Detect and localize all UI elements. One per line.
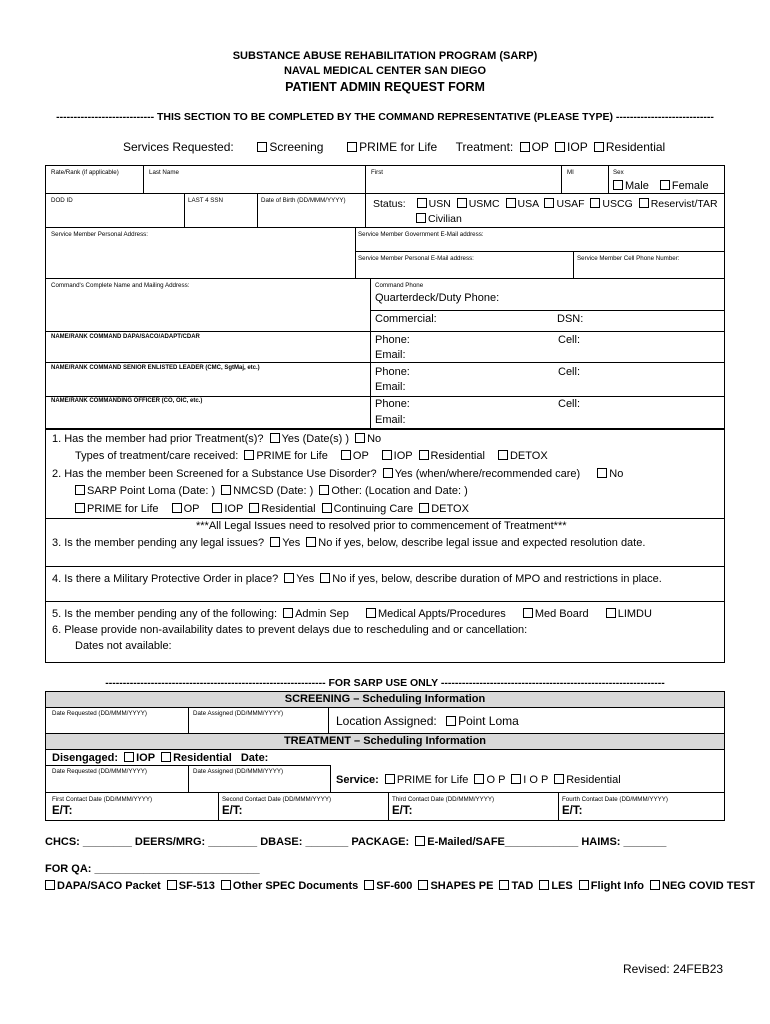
op-checkbox[interactable] bbox=[520, 142, 530, 152]
q5-text: 5. Is the member pending any of the following: bbox=[52, 608, 278, 620]
civilian-checkbox[interactable] bbox=[416, 213, 426, 223]
status-row bbox=[373, 198, 718, 210]
other-checkbox[interactable] bbox=[319, 485, 329, 495]
legal-note: ***All Legal Issues need to resolved prior to commencement of Treatment*** bbox=[196, 520, 567, 532]
q1-yes-checkbox[interactable] bbox=[270, 433, 280, 443]
sarp-pl-checkbox[interactable] bbox=[75, 485, 85, 495]
co-label: NAME/RANK COMMANDING OFFICER (CO, OIC, etc.) bbox=[51, 398, 203, 404]
admin-sep-label: Admin Sep bbox=[295, 608, 349, 620]
senior-phone-label: Phone: bbox=[375, 366, 410, 378]
question-2-care bbox=[72, 503, 469, 515]
op-label: OP bbox=[531, 140, 549, 154]
admin-sep-checkbox[interactable] bbox=[283, 608, 293, 618]
q2-continuing-label: Continuing Care bbox=[333, 503, 414, 515]
dsn-label: DSN: bbox=[557, 313, 584, 325]
question-1-types bbox=[75, 450, 548, 462]
other-spec-label: Other SPEC Documents bbox=[232, 880, 359, 892]
screening-date-assigned-label: Date Assigned (DD/MMM/YYYY) bbox=[193, 710, 284, 717]
female-label: Female bbox=[671, 180, 709, 192]
les-label: LES bbox=[551, 880, 573, 892]
question-3 bbox=[52, 537, 645, 549]
q2-no-label: No bbox=[609, 468, 624, 480]
q4-text: 4. Is there a Military Protective Order in place? bbox=[52, 573, 279, 585]
first-contact-label: First Contact Date (DD/MMM/YYYY) bbox=[52, 796, 153, 803]
reservist-checkbox[interactable] bbox=[639, 198, 649, 208]
personal-email-label: Service Member Personal E-Mail address: bbox=[358, 255, 474, 262]
service-prime-label: PRIME for Life bbox=[396, 774, 469, 786]
first-et-label: E/T: bbox=[52, 805, 73, 817]
dapa-cell-label: Cell: bbox=[558, 334, 581, 346]
other-spec-checkbox[interactable] bbox=[221, 880, 231, 890]
sf600-label: SF-600 bbox=[376, 880, 413, 892]
shapes-label: SHAPES PE bbox=[430, 880, 494, 892]
chcs-line: CHCS: ________ DEERS/MRG: ________ DBASE: _______ PACKAGE: bbox=[45, 836, 410, 848]
chcs-row bbox=[45, 836, 666, 848]
prime-label: PRIME for Life bbox=[359, 140, 438, 154]
last4-label: LAST 4 SSN bbox=[188, 197, 223, 204]
q3-no-label: No if yes, below, describe legal issue and expected resolution date. bbox=[318, 537, 646, 549]
q1-no-checkbox[interactable] bbox=[355, 433, 365, 443]
question-5 bbox=[52, 608, 652, 620]
usmc-checkbox[interactable] bbox=[457, 198, 467, 208]
q1-text: 1. Has the member had prior Treatment(s)? bbox=[52, 433, 264, 445]
center-title: NAVAL MEDICAL CENTER SAN DIEGO bbox=[283, 65, 487, 77]
tad-checkbox[interactable] bbox=[499, 880, 509, 890]
dates-not-available: Dates not available: bbox=[75, 640, 172, 652]
q1-op-label: OP bbox=[352, 450, 369, 462]
first-name-label: First bbox=[371, 169, 384, 176]
treatment-header: TREATMENT – Scheduling Information bbox=[283, 735, 487, 747]
q1-prime-label: PRIME for Life bbox=[256, 450, 328, 462]
service-iop-label: I O P bbox=[523, 774, 549, 786]
address-label: Service Member Personal Address: bbox=[51, 231, 148, 238]
senior-cell-label: Cell: bbox=[558, 366, 581, 378]
second-contact-label: Second Contact Date (DD/MMM/YYYY) bbox=[222, 796, 332, 803]
flight-info-label: Flight Info bbox=[590, 880, 644, 892]
service-residential-checkbox[interactable] bbox=[554, 774, 564, 784]
q2-op-label: OP bbox=[183, 503, 200, 515]
q2-yes-checkbox[interactable] bbox=[383, 468, 393, 478]
senior-label: NAME/RANK COMMAND SENIOR ENLISTED LEADER (CMC, SgtMaj, etc.) bbox=[51, 365, 260, 371]
residential-checkbox[interactable] bbox=[594, 142, 604, 152]
reservist-label: Reservist/TAR bbox=[650, 198, 718, 210]
q4-no-label: No if yes, below, describe duration of MPO and restrictions in place. bbox=[332, 573, 662, 585]
command-section-divider: ---------------------------- THIS SECTION TO BE COMPLETED BY THE COMMAND REPRESENTATIVE (PLEASE TYPE) ---------------------------- bbox=[56, 111, 714, 123]
les-checkbox[interactable] bbox=[539, 880, 549, 890]
service-residential-label: Residential bbox=[566, 774, 621, 786]
question-1 bbox=[52, 433, 381, 445]
tad-label: TAD bbox=[511, 880, 534, 892]
sarp-use-divider: --------------------------------------------------------------- FOR SARP USE ONLY ---------------------------------------------------------------- bbox=[105, 677, 665, 689]
neg-covid-label: NEG COVID TEST bbox=[662, 880, 755, 892]
senior-email-label: Email: bbox=[375, 381, 406, 393]
dapa-phone-label: Phone: bbox=[375, 334, 410, 346]
med-board-checkbox[interactable] bbox=[523, 608, 533, 618]
emailed-label: E-Mailed/SAFE____________ HAIMS: _______ bbox=[427, 836, 667, 848]
command-address-label: Command's Complete Name and Mailing Address: bbox=[51, 282, 190, 289]
uscg-checkbox[interactable] bbox=[590, 198, 600, 208]
flight-info-checkbox[interactable] bbox=[579, 880, 589, 890]
q2-iop-checkbox[interactable] bbox=[212, 503, 222, 513]
usn-checkbox[interactable] bbox=[417, 198, 427, 208]
female-checkbox[interactable] bbox=[660, 180, 670, 190]
gov-email-label: Service Member Government E-Mail address: bbox=[358, 231, 484, 238]
command-phone-label: Command Phone bbox=[375, 282, 424, 289]
q2-detox-label: DETOX bbox=[431, 503, 469, 515]
q2-no-checkbox[interactable] bbox=[597, 468, 607, 478]
for-qa-label: FOR QA: ___________________________ bbox=[45, 863, 260, 875]
q4-yes-checkbox[interactable] bbox=[284, 573, 294, 583]
dapa-packet-checkbox[interactable] bbox=[45, 880, 55, 890]
q1-iop-checkbox[interactable] bbox=[382, 450, 392, 460]
service-prime-checkbox[interactable] bbox=[385, 774, 395, 784]
residential-label: Residential bbox=[605, 140, 666, 154]
q2-iop-label: IOP bbox=[224, 503, 244, 515]
dodid-label: DOD ID bbox=[51, 197, 73, 204]
sf600-checkbox[interactable] bbox=[364, 880, 374, 890]
usa-label: USA bbox=[517, 198, 539, 210]
service-iop-checkbox[interactable] bbox=[511, 774, 521, 784]
neg-covid-checkbox[interactable] bbox=[650, 880, 660, 890]
program-title: SUBSTANCE ABUSE REHABILITATION PROGRAM (SARP) bbox=[232, 50, 538, 62]
qa-checklist-row bbox=[42, 880, 755, 892]
disengaged-residential-checkbox[interactable] bbox=[161, 752, 171, 762]
co-phone-label: Phone: bbox=[375, 398, 410, 410]
point-loma-checkbox[interactable] bbox=[446, 716, 456, 726]
usn-label: USN bbox=[428, 198, 451, 210]
q3-text: 3. Is the member pending any legal issues? bbox=[52, 537, 265, 549]
services-requested-row bbox=[123, 140, 665, 154]
limdu-checkbox[interactable] bbox=[606, 608, 616, 618]
q2-residential-checkbox[interactable] bbox=[249, 503, 259, 513]
q2-continuing-checkbox[interactable] bbox=[322, 503, 332, 513]
service-label: Service: bbox=[336, 774, 379, 786]
nmcsd-label: NMCSD (Date: ) bbox=[233, 485, 314, 497]
nmcsd-checkbox[interactable] bbox=[221, 485, 231, 495]
usaf-checkbox[interactable] bbox=[544, 198, 554, 208]
civilian-label: Civilian bbox=[428, 213, 462, 225]
q2-yes-label: Yes (when/where/recommended care) bbox=[394, 468, 581, 480]
question-4 bbox=[52, 573, 662, 585]
q1-prime-checkbox[interactable] bbox=[244, 450, 254, 460]
disengaged-residential-label: Residential bbox=[173, 752, 232, 764]
form-title: PATIENT ADMIN REQUEST FORM bbox=[285, 80, 485, 94]
sex-label: Sex bbox=[613, 169, 624, 176]
dob-label: Date of Birth (DD/MMM/YYYY) bbox=[261, 197, 346, 204]
location-assigned-row bbox=[336, 714, 519, 728]
q3-yes-checkbox[interactable] bbox=[270, 537, 280, 547]
usaf-label: USAF bbox=[556, 198, 585, 210]
q2-prime-checkbox[interactable] bbox=[75, 503, 85, 513]
sf513-label: SF-513 bbox=[178, 880, 215, 892]
other-label: Other: (Location and Date: ) bbox=[331, 485, 468, 497]
question-2 bbox=[52, 468, 623, 480]
question-2-locations bbox=[72, 485, 468, 497]
q1-op-checkbox[interactable] bbox=[341, 450, 351, 460]
q1-types-text: Types of treatment/care received: bbox=[75, 450, 239, 462]
shapes-checkbox[interactable] bbox=[418, 880, 428, 890]
disengaged-row bbox=[52, 752, 268, 764]
sex-options bbox=[610, 180, 709, 192]
q4-no-checkbox[interactable] bbox=[320, 573, 330, 583]
last-name-label: Last Name bbox=[149, 169, 179, 176]
q1-detox-checkbox[interactable] bbox=[498, 450, 508, 460]
third-contact-label: Third Contact Date (DD/MMM/YYYY) bbox=[392, 796, 495, 803]
service-op-label: O P bbox=[486, 774, 506, 786]
usmc-label: USMC bbox=[468, 198, 500, 210]
status-label: Status: bbox=[373, 198, 406, 210]
q1-iop-label: IOP bbox=[393, 450, 413, 462]
iop-label: IOP bbox=[567, 140, 588, 154]
commercial-label: Commercial: bbox=[375, 313, 437, 325]
dapa-label: NAME/RANK COMMAND DAPA/SACO/ADAPT/CDAR bbox=[51, 334, 200, 340]
male-label: Male bbox=[625, 180, 649, 192]
civilian-option bbox=[413, 213, 462, 225]
second-et-label: E/T: bbox=[222, 805, 243, 817]
service-op-checkbox[interactable] bbox=[474, 774, 484, 784]
third-et-label: E/T: bbox=[392, 805, 413, 817]
q3-yes-label: Yes bbox=[282, 537, 301, 549]
quarterdeck-label: Quarterdeck/Duty Phone: bbox=[375, 292, 500, 304]
revised-date: Revised: 24FEB23 bbox=[623, 962, 724, 976]
q2-residential-label: Residential bbox=[261, 503, 316, 515]
services-label: Services Requested: bbox=[123, 140, 234, 154]
prime-checkbox[interactable] bbox=[347, 142, 357, 152]
limdu-label: LIMDU bbox=[617, 608, 652, 620]
q2-prime-label: PRIME for Life bbox=[87, 503, 159, 515]
q2-op-checkbox[interactable] bbox=[172, 503, 182, 513]
q1-residential-label: Residential bbox=[430, 450, 485, 462]
question-6: 6. Please provide non-availability dates to prevent delays due to rescheduling and or cancellation: bbox=[52, 624, 528, 636]
service-row bbox=[336, 774, 621, 786]
screening-label: Screening bbox=[269, 140, 324, 154]
med-board-label: Med Board bbox=[534, 608, 589, 620]
dapa-packet-label: DAPA/SACO Packet bbox=[57, 880, 161, 892]
sf513-checkbox[interactable] bbox=[167, 880, 177, 890]
dapa-email-label: Email: bbox=[375, 349, 406, 361]
point-loma-label: Point Loma bbox=[458, 714, 519, 728]
disengaged-iop-checkbox[interactable] bbox=[124, 752, 134, 762]
co-cell-label: Cell: bbox=[558, 398, 581, 410]
q3-no-checkbox[interactable] bbox=[306, 537, 316, 547]
co-email-label: Email: bbox=[375, 414, 406, 426]
q2-text: 2. Has the member been Screened for a Substance Use Disorder? bbox=[52, 468, 377, 480]
fourth-contact-label: Fourth Contact Date (DD/MMM/YYYY) bbox=[562, 796, 668, 803]
disengaged-iop-label: IOP bbox=[136, 752, 156, 764]
mi-label: MI bbox=[567, 169, 574, 176]
screening-checkbox[interactable] bbox=[257, 142, 267, 152]
medical-label: Medical Appts/Procedures bbox=[377, 608, 506, 620]
disengaged-label: Disengaged: bbox=[52, 752, 119, 764]
sarp-pl-label: SARP Point Loma (Date: ) bbox=[87, 485, 216, 497]
q4-yes-label: Yes bbox=[296, 573, 315, 585]
iop-checkbox[interactable] bbox=[555, 142, 565, 152]
q2-detox-checkbox[interactable] bbox=[419, 503, 429, 513]
location-assigned-label: Location Assigned: bbox=[336, 714, 437, 728]
emailed-checkbox[interactable] bbox=[415, 836, 425, 846]
usa-checkbox[interactable] bbox=[506, 198, 516, 208]
q1-no-label: No bbox=[367, 433, 382, 445]
uscg-label: USCG bbox=[602, 198, 633, 210]
cell-phone-label: Service Member Cell Phone Number: bbox=[577, 255, 680, 262]
treatment-label: Treatment: bbox=[455, 140, 514, 154]
q1-detox-label: DETOX bbox=[509, 450, 548, 462]
treatment-date-assigned-label: Date Assigned (DD/MMM/YYYY) bbox=[193, 768, 284, 775]
q1-yes-label: Yes (Date(s) ) bbox=[281, 433, 350, 445]
screening-header: SCREENING – Scheduling Information bbox=[284, 693, 486, 705]
screening-date-requested-label: Date Requested (DD/MMM/YYYY) bbox=[52, 710, 147, 717]
medical-checkbox[interactable] bbox=[366, 608, 376, 618]
male-checkbox[interactable] bbox=[613, 180, 623, 190]
fourth-et-label: E/T: bbox=[562, 805, 583, 817]
treatment-date-requested-label: Date Requested (DD/MMM/YYYY) bbox=[52, 768, 147, 775]
q1-residential-checkbox[interactable] bbox=[419, 450, 429, 460]
rate-rank-label: Rate/Rank (if applicable) bbox=[51, 169, 119, 176]
disengaged-date-label: Date: bbox=[240, 752, 269, 764]
